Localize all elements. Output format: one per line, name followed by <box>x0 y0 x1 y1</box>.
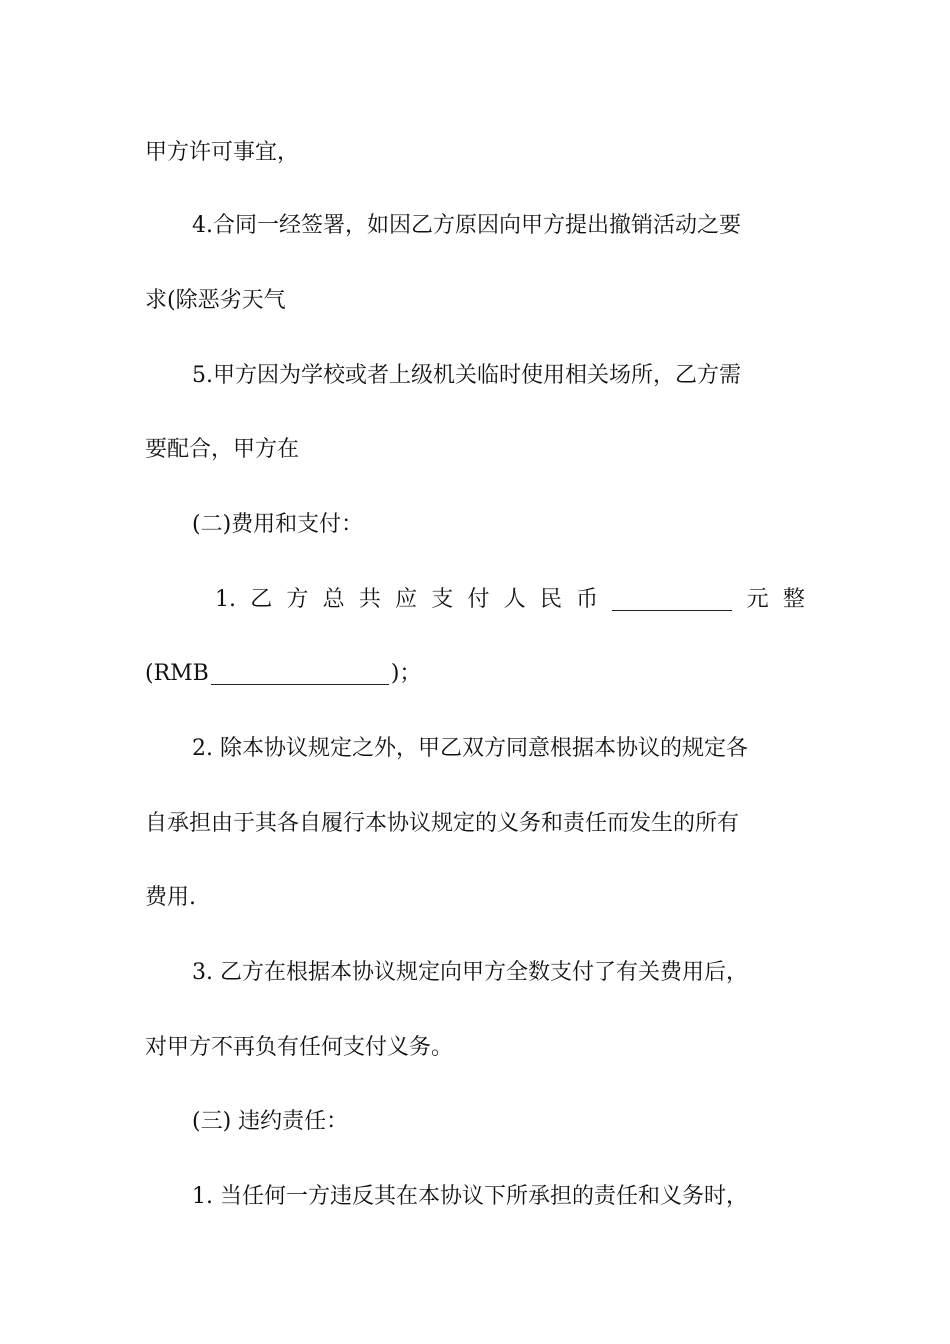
text-line: 甲方许可事宜， <box>145 140 300 165</box>
fee-char: 乙 <box>250 587 273 612</box>
fee-char: 支 <box>431 587 454 612</box>
fee-clause-number: 1. <box>215 587 236 612</box>
fee-char: 币 <box>576 587 599 612</box>
clause-4-line-1: 4.合同一经签署，如因乙方原因向甲方提出撤销活动之要 <box>192 213 741 238</box>
fee-clause-3-line-1: 3. 乙方在根据本协议规定向甲方全数支付了有关费用后， <box>192 960 748 985</box>
rmb-suffix: )； <box>390 661 422 686</box>
clause-5-line-1: 5.甲方因为学校或者上级机关临时使用相关场所，乙方需 <box>192 363 741 388</box>
fee-unit-char: 元 <box>746 587 769 612</box>
fee-clause-2-line-2: 自承担由于其各自履行本协议规定的义务和责任而发生的所有 <box>145 811 740 836</box>
fee-char: 人 <box>503 587 526 612</box>
rmb-prefix: (RMB <box>145 661 209 686</box>
fee-clause-2-line-1: 2. 除本协议规定之外，甲乙双方同意根据本协议的规定各 <box>192 736 748 761</box>
fee-char: 民 <box>539 587 562 612</box>
fee-clause-3-line-2: 对甲方不再负有任何支付义务。 <box>145 1035 454 1060</box>
section-heading-fees: (二)费用和支付： <box>192 512 364 537</box>
section-heading-liability: (三) 违约责任： <box>192 1109 349 1134</box>
liability-clause-1-line-1: 1. 当任何一方违反其在本协议下所承担的责任和义务时， <box>192 1184 748 1209</box>
fee-char: 付 <box>467 587 490 612</box>
fee-char: 方 <box>286 587 309 612</box>
amount-blank[interactable] <box>612 590 732 611</box>
clause-4-line-2: 求(除恶劣天气 <box>145 288 286 313</box>
fee-char: 共 <box>358 587 381 612</box>
fee-unit-char: 整 <box>782 587 805 612</box>
fee-clause-1-line-1 <box>215 580 805 620</box>
fee-char: 应 <box>395 587 418 612</box>
clause-5-line-2: 要配合，甲方在 <box>145 437 300 462</box>
fee-clause-1-line-2 <box>145 654 805 694</box>
fee-char: 总 <box>322 587 345 612</box>
rmb-amount-blank[interactable] <box>211 664 389 685</box>
fee-clause-2-line-3: 费用. <box>145 885 196 910</box>
